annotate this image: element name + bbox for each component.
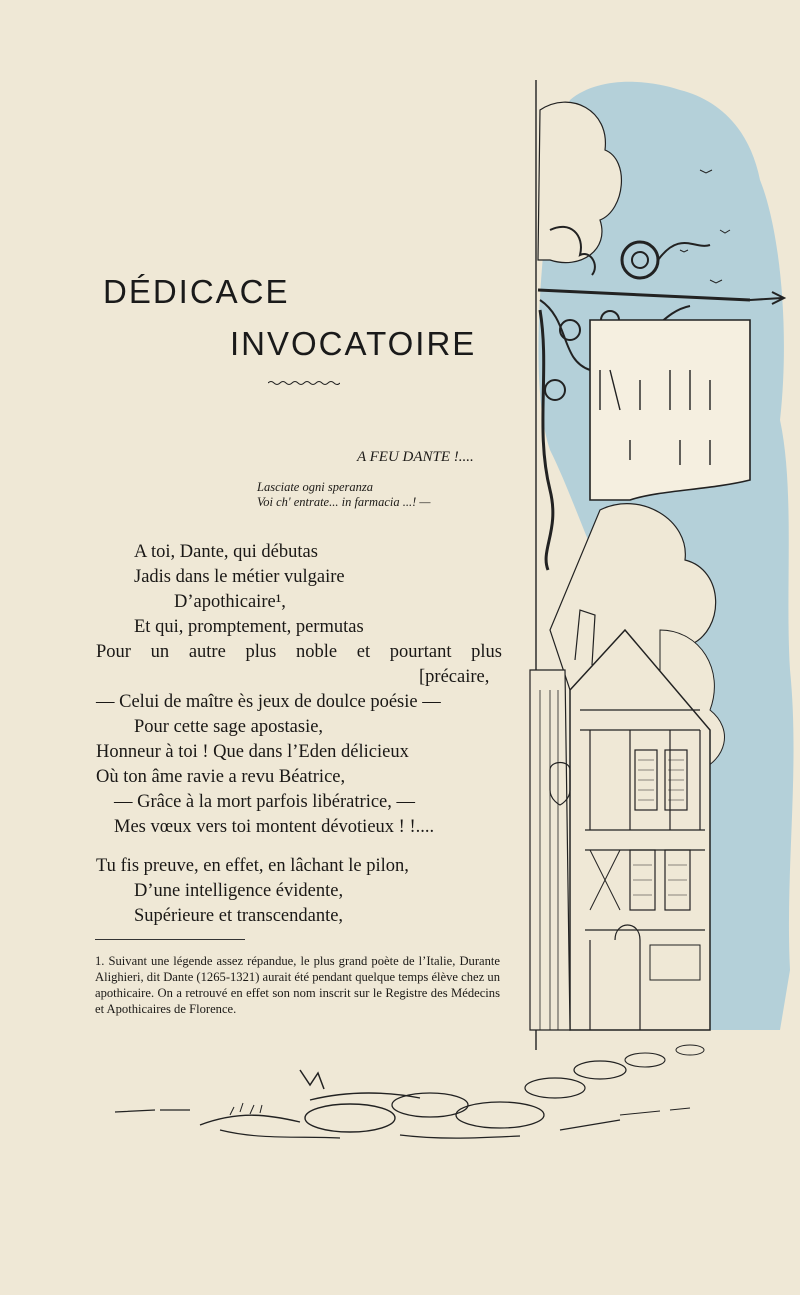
epigraph <box>257 480 431 510</box>
verse-line: Tu fis preuve, en effet, en lâchant le pilon, <box>96 856 409 876</box>
epigraph-line-1: Lasciate ogni speranza <box>257 480 373 494</box>
verse-line-continued: [précaire, <box>419 667 490 687</box>
verse-line: Et qui, promptement, permutas <box>134 617 364 637</box>
verse-line: D’apothicaire¹, <box>174 592 286 612</box>
dedication: A FEU DANTE !.... <box>357 449 474 465</box>
verse-line: D’une intelligence évidente, <box>134 881 344 901</box>
verse-line: Mes vœux vers toi montent dévotieux ! !.... <box>114 817 435 837</box>
cobblestone-street-drawing <box>100 1040 740 1160</box>
verse-line: — Grâce à la mort parfois libératrice, — <box>114 792 416 812</box>
title-ornament <box>268 379 340 387</box>
verse-line: Pour un autre plus noble et pourtant plus <box>96 642 502 662</box>
verse-line: Supérieure et transcendante, <box>134 906 344 926</box>
footnote-rule <box>95 939 245 940</box>
verse-line: Où ton âme ravie a revu Béatrice, <box>96 767 346 787</box>
verse-line: Pour cette sage apostasie, <box>134 717 324 737</box>
illustration-shop-sign-and-house <box>510 70 800 1160</box>
footnote: 1. Suivant une légende assez répandue, le plus grand poète de l’Italie, Durante Alighieri, dit Dante (1265-1321) aurait été pendant quelque temps élève chez un apothicaire. On a retrouvé en effet son nom inscrit sur le Registre des Médecins et Apothicaires de Florence. <box>95 954 500 1016</box>
verse-line: — Celui de maître ès jeux de doulce poésie — <box>96 692 441 712</box>
verse-line: Honneur à toi ! Que dans l’Eden délicieux <box>96 742 409 762</box>
title-line-1: DÉDICACE <box>103 273 290 310</box>
title-line-2: INVOCATOIRE <box>230 325 477 362</box>
epigraph-line-2: Voi ch' entrate... in farmacia ...! — <box>257 495 431 509</box>
verse-line: Jadis dans le métier vulgaire <box>134 567 345 587</box>
verse-line: A toi, Dante, qui débutas <box>134 542 318 562</box>
